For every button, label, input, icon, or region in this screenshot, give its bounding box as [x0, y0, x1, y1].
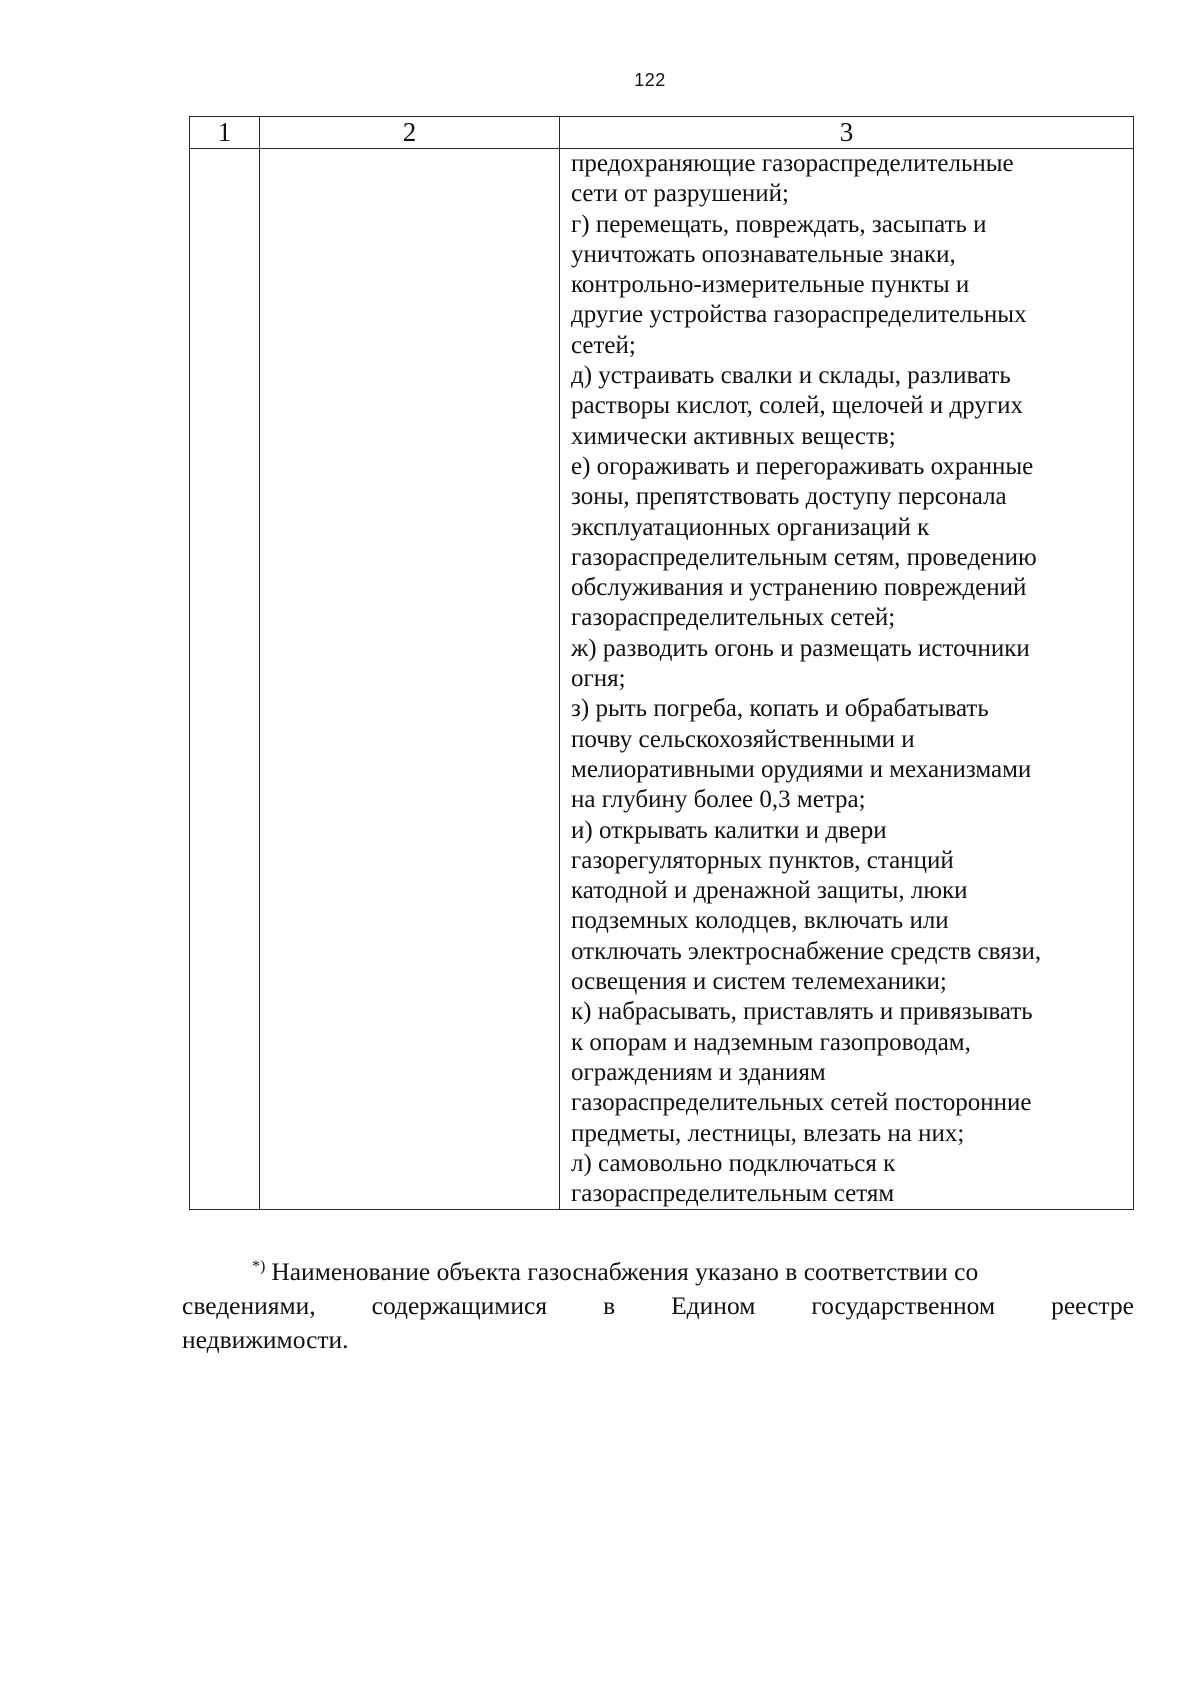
- footnote-line-1: [182, 1250, 1134, 1289]
- list-item: растворы кислот, солей, щелочей и других: [571, 392, 1023, 420]
- footnote: [182, 1250, 1134, 1357]
- footnote-line-2: [182, 1289, 1134, 1323]
- list-item: катодной и дренажной защиты, люки: [571, 877, 968, 905]
- list-item: к опорам и надземным газопроводам,: [571, 1028, 971, 1056]
- page-number: 122: [634, 70, 666, 90]
- list-item: газораспределительным сетям: [571, 1180, 895, 1208]
- requirements-table: [189, 116, 1134, 1210]
- table-cell-col3: [560, 149, 1134, 1210]
- list-item: ж) разводить огонь и размещать источники: [571, 634, 1030, 662]
- footnote-word: государственном: [811, 1291, 996, 1320]
- list-item: уничтожать опознавательные знаки,: [571, 240, 956, 268]
- footnote-word: Едином: [671, 1291, 756, 1320]
- list-item: предохраняющие газораспределительные: [571, 150, 1014, 177]
- table-cell-col1: [190, 149, 260, 1210]
- list-item: д) устраивать свалки и склады, разливать: [571, 362, 1011, 390]
- column-header-3: 3: [560, 117, 1134, 149]
- prohibitions-list: [571, 149, 1127, 1209]
- footnote-text-1: Наименование объекта газоснабжения указано в соответствии со: [271, 1257, 979, 1286]
- list-item: мелиоративными орудиями и механизмами: [571, 755, 1032, 783]
- footnote-line-3: недвижимости.: [182, 1325, 349, 1354]
- footnote-word: в: [603, 1291, 616, 1320]
- footnote-word: содержащимися: [371, 1291, 548, 1320]
- table-row: [190, 149, 1134, 1210]
- table-header-row: [190, 117, 1134, 149]
- list-item: другие устройства газораспределительных: [571, 301, 1027, 329]
- footnote-word: реестре: [1051, 1291, 1134, 1320]
- list-item: эксплуатационных организаций к: [571, 513, 930, 541]
- list-item: огня;: [571, 665, 626, 693]
- list-item: подземных колодцев, включать или: [571, 907, 949, 935]
- list-item: к) набрасывать, приставлять и привязывать: [571, 998, 1033, 1026]
- footnote-word: сведениями,: [182, 1291, 316, 1320]
- list-item: почву сельскохозяйственными и: [571, 725, 915, 753]
- list-item: сети от разрушений;: [571, 180, 789, 208]
- list-item: освещения и систем телемеханики;: [571, 968, 947, 996]
- list-item: на глубину более 0,3 метра;: [571, 786, 866, 814]
- list-item: сетей;: [571, 331, 636, 359]
- footnote-marker: *): [252, 1258, 266, 1275]
- column-header-1: 1: [190, 117, 260, 149]
- list-item: предметы, лестницы, влезать на них;: [571, 1119, 965, 1147]
- list-item: е) огораживать и перегораживать охранные: [571, 452, 1034, 480]
- list-item: и) открывать калитки и двери: [571, 816, 887, 844]
- list-item: контрольно-измерительные пункты и: [571, 271, 970, 299]
- list-item: газораспределительных сетей посторонние: [571, 1089, 1032, 1117]
- list-item: газорегуляторных пунктов, станций: [571, 846, 954, 874]
- list-item: отключать электроснабжение средств связи,: [571, 937, 1042, 965]
- list-item: газораспределительным сетям, проведению: [571, 543, 1037, 571]
- table-cell-col2: [260, 149, 560, 1210]
- list-item: обслуживания и устранению повреждений: [571, 574, 1027, 602]
- list-item: зоны, препятствовать доступу персонала: [571, 483, 1007, 511]
- list-item: з) рыть погреба, копать и обрабатывать: [571, 695, 989, 723]
- list-item: г) перемещать, повреждать, засыпать и: [571, 210, 987, 238]
- list-item: химически активных веществ;: [571, 422, 896, 450]
- list-item: газораспределительных сетей;: [571, 604, 896, 632]
- column-header-2: 2: [260, 117, 560, 149]
- list-item: ограждениям и зданиям: [571, 1058, 826, 1086]
- list-item: л) самовольно подключаться к: [571, 1149, 896, 1177]
